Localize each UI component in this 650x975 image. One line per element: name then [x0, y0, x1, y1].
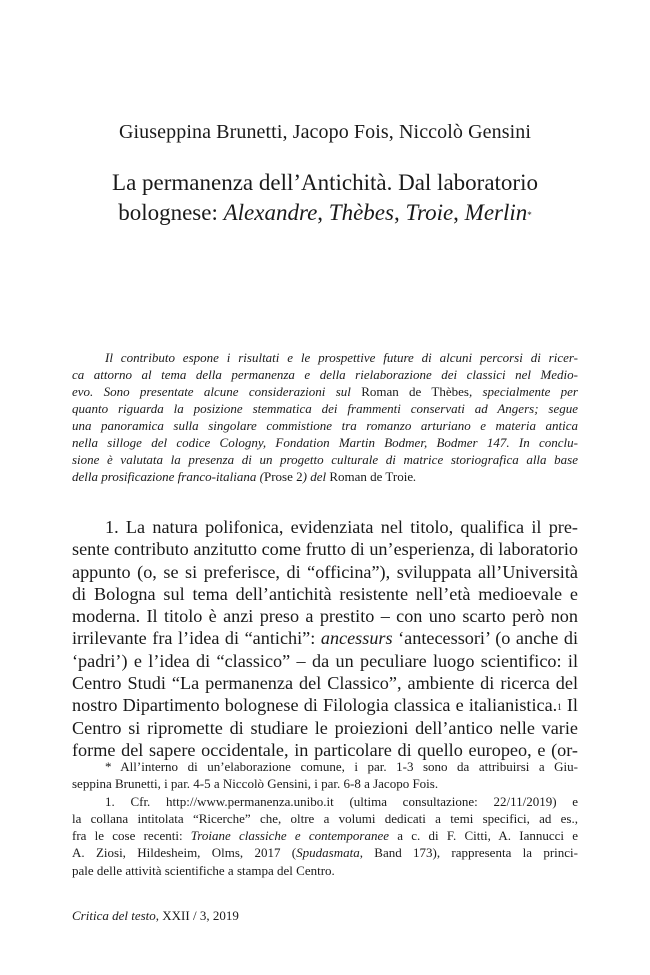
abstract-text: ) del [302, 469, 330, 484]
abstract-roman-troie: Roman de Troie [329, 469, 414, 484]
footnote-text: , Band 173), rappresenta la princi- [359, 845, 578, 861]
abstract-text: evo. Sono presentate alcune considerazioni sul [72, 384, 351, 399]
abstract-line: sione è valutata la presenza di un progetto culturale di matrice storiografica alla base [72, 452, 578, 467]
footnote-text: A. Ziosi, Hildesheim, Olms, 2017 ( [72, 845, 297, 861]
footnote-line: 1. Cfr. http://www.permanenza.unibo.it (ultima consultazione: 22/11/2019) e [105, 793, 578, 809]
footnote-line: pale delle attività scientifiche a stampa del Centro. [72, 862, 335, 878]
body-line: di Bologna sul tema dell’antichità resistente nell’età medioevale e [72, 583, 578, 604]
title-line-2 [60, 198, 590, 228]
title-thebes: Thèbes [328, 200, 394, 225]
title-troie: Troie [405, 200, 454, 225]
footnote-ref-1: 1 [557, 702, 562, 713]
body-line: moderna. Il titolo è anzi preso a prestito – con uno scarto però non [72, 606, 578, 627]
body-line [72, 627, 578, 649]
body-text-span: ‘antecessori’ (o anche di [392, 628, 578, 649]
title-sep-3: , [453, 200, 465, 225]
footnote-line: * All’interno di un’elaborazione comune, i par. 1-3 sono da attribuirsi a Giu- [105, 759, 578, 774]
footnote-line: seppina Brunetti, i par. 4-5 a Niccolò Gensini, i par. 6-8 a Jacopo Fois. [72, 776, 439, 792]
journal-issue: , XXII / 3, 2019 [155, 908, 239, 923]
abstract-text: . [413, 469, 417, 484]
abstract [72, 349, 578, 485]
abstract-prose-2: Prose 2 [263, 469, 303, 484]
title-merlin: Merlin [464, 200, 528, 225]
title-line-1: La permanenza dell’Antichità. Dal laboratorio [112, 170, 538, 195]
abstract-line: quanto riguarda la posizione stemmatica dei frammenti conservati ad Angers; segue [72, 401, 578, 416]
footnote-line [72, 844, 578, 861]
abstract-roman-thebes: Roman de Thèbes [361, 384, 469, 399]
footnote-troiane: Troiane classiche e contemporanee [190, 828, 390, 844]
footnote-text: fra le cose recenti: [72, 828, 191, 844]
abstract-line: ca attorno al tema della permanenza e della rielaborazione dei classici nel Medio- [72, 367, 578, 382]
title-footnote-mark: * [527, 210, 532, 220]
journal-name: Critica del testo [72, 908, 156, 923]
title-alexandre: Alexandre [223, 200, 318, 225]
footnote-text: a c. di F. Citti, A. Iannucci e [389, 828, 578, 844]
body-line: appunto (o, se si preferisce, di “officina”), sviluppata all’Università [72, 561, 578, 582]
footnote-spudasmata: Spudasmata [296, 845, 360, 861]
footnotes [72, 758, 578, 879]
body-line [72, 694, 578, 716]
body-line: forme del sapere occidentale, in particolare di quello europeo, e (or- [72, 739, 578, 760]
body-text-span: nostro Dipartimento bolognese di Filologia classica e italianistica. [72, 695, 558, 716]
abstract-text: della prosificazione franco-italiana ( [72, 469, 264, 484]
body-line: Centro si ripromette di studiare le proiezioni dell’antico nelle varie [72, 717, 578, 738]
body-ancessurs: ancessurs [320, 628, 393, 649]
footnote-line [72, 827, 578, 844]
article-authors: Giuseppina Brunetti, Jacopo Fois, Niccolò Gensini [118, 121, 532, 143]
title-sep-2: , [393, 200, 406, 225]
abstract-line [72, 468, 578, 485]
body-line: sente contributo anzitutto come frutto di un’esperienza, di laboratorio [72, 539, 578, 560]
title-prefix: bolognese: [118, 200, 224, 225]
body-line: ‘padri’) e l’idea di “classico” – da un peculiare luogo scientifico: il [72, 650, 578, 671]
article-title [60, 168, 590, 228]
title-sep-1: , [317, 200, 329, 225]
body-text-span: Il [561, 695, 578, 716]
body-line: 1. La natura polifonica, evidenziata nel titolo, qualifica il pre- [105, 517, 578, 537]
abstract-line: nella silloge del codice Cologny, Fondation Martin Bodmer, Bodmer 147. In conclu- [72, 435, 578, 450]
body-line: Centro Studi “La permanenza del Classico”, ambiente di ricerca del [72, 673, 578, 694]
abstract-line: Il contributo espone i risultati e le prospettive future di alcuni percorsi di ricer- [105, 350, 578, 365]
abstract-text: , specialmente per [468, 384, 578, 399]
journal-footer [72, 908, 239, 924]
body-text-span: irrilevante fra l’idea di “antichi”: [72, 628, 321, 649]
body-text [72, 516, 578, 761]
footnote-line: la collana intitolata “Ricerche” che, oltre a volumi dedicati a temi specifici, ad es., [72, 810, 578, 826]
abstract-line [72, 383, 578, 400]
abstract-line: una panoramica sulla singolare commistione tra romanzo arturiano e materia antica [72, 418, 578, 433]
